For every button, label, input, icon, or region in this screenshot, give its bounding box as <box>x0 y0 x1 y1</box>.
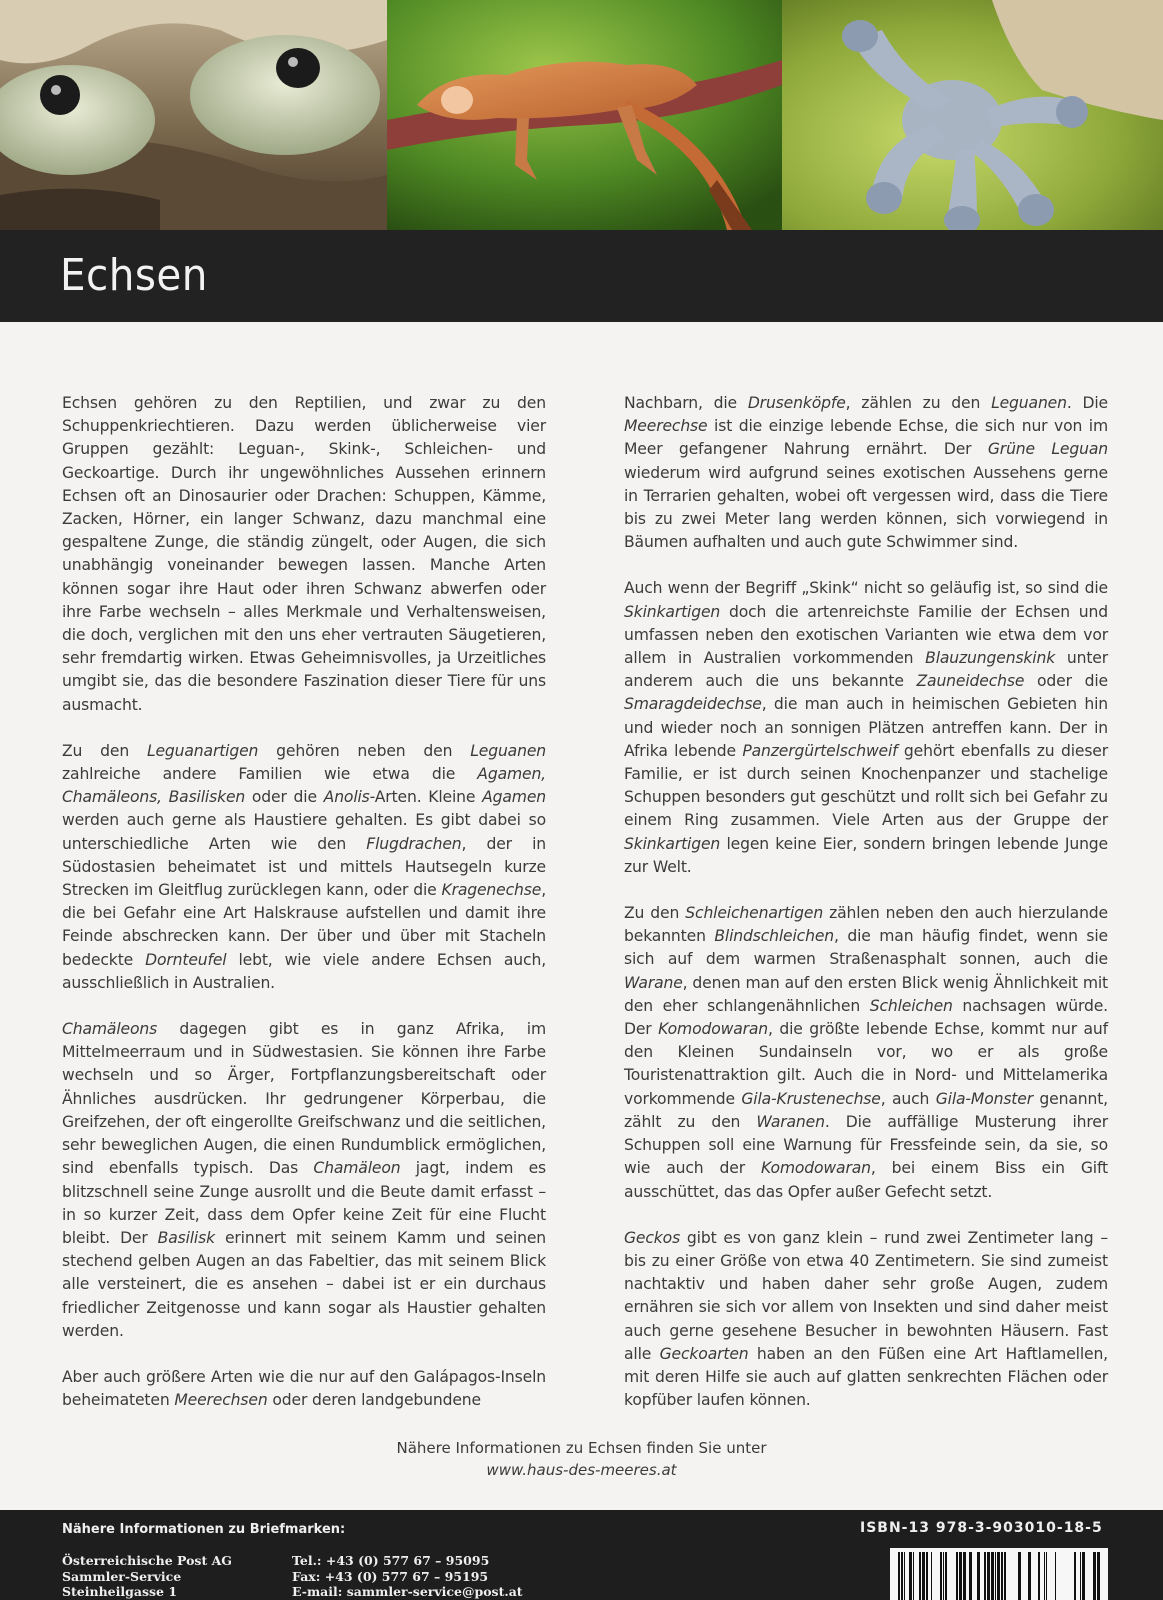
text-run: nachsagen würde. Der <box>624 996 1108 1039</box>
text-run: . Die <box>1066 394 1108 412</box>
italic-term: Agamen <box>482 788 547 807</box>
footer-heading: Nähere Informationen zu Briefmarken: <box>62 1522 346 1537</box>
barcode-bar <box>1080 1552 1081 1600</box>
text-run: jagt, indem es blitzschnell seine Zunge ausrollt und die Beute damit erfasst – in so kurzer Zeit, dass dem Opfer keine Zeit für eine Flucht bleibt. Der <box>62 1159 546 1247</box>
right-column <box>624 392 1108 1435</box>
text-run: zählen neben den auch hierzulande bekannten <box>624 904 1108 946</box>
text-run: , die größte lebende Echse, kommt nur auf den Kleinen Sundainseln vor, wo er als große Touristenattraktion gilt. Auch die in Nord- und Mittelamerika vorkommende <box>624 1020 1108 1108</box>
barcode-bar <box>940 1552 942 1600</box>
barcode-bar <box>1004 1552 1006 1600</box>
barcode-bar <box>1046 1552 1047 1600</box>
italic-term: Flugdrachen <box>366 834 462 853</box>
text-run: Zu den <box>62 741 147 760</box>
italic-term: Leguanartigen <box>146 741 259 760</box>
barcode-bar <box>956 1552 958 1600</box>
italic-term: Schleichenartigen <box>685 904 824 923</box>
text-run: doch die artenreichste Familie der Echsen und umfassen neben den exotischen Varianten wie etwa dem vor allem in Australien vorkommenden <box>624 602 1108 668</box>
barcode-bar <box>919 1552 921 1600</box>
italic-term: Panzergürtelschweif <box>742 741 898 760</box>
phone-line: Tel.: +43 (0) 577 67 – 95095 <box>292 1553 490 1568</box>
barcode-bar <box>1018 1552 1021 1600</box>
geckos-photo <box>0 0 387 230</box>
text-run: dagegen gibt es in ganz Afrika, im Mittelmeerraum und in Südwestasien. Sie können ihre Farbe wechseln und so Ärger, Fortpflanzungsbereitschaft oder Ähnliches ausdrücken. Ihr gedrungener Körperbau, die Greifzehen, der oft eingerollte Greifschwanz und die seitlichen, sehr beweglichen Augen, die einen Rundumblick ermöglichen, sind ebenfalls typisch. Das <box>62 1020 546 1178</box>
italic-term: Leguanen <box>991 394 1067 412</box>
text-run: haben an den Füßen eine Art Haftlamellen, mit deren Hilfe sie auch auf glatten senkrechten Flächen oder kopfüber laufen können. <box>624 1344 1108 1410</box>
paragraph <box>62 1366 546 1412</box>
barcode-bar <box>1028 1552 1031 1600</box>
barcode-bar <box>984 1552 986 1600</box>
barcode-bar <box>977 1552 980 1600</box>
page-title: Echsen <box>60 250 208 301</box>
text-run: erinnert mit seinem Kamm und seinen stechend gelben Augen an das Fabeltier, das mit seinem Blick alle versteinert, die es ansehen – dabei ist er ein durchaus friedlicher Zeitgenosse und kann sogar als Haustier gehalten werden. <box>62 1228 546 1340</box>
fax-line: Fax: +43 (0) 577 67 – 95195 <box>292 1568 489 1584</box>
footer <box>0 1510 1163 1600</box>
contact-info <box>292 1553 523 1600</box>
text-run: gehört ebenfalls zu dieser Familie, er ist durch seinen Knochenpanzer und stachelige Schuppen besonders gut geschützt und rollt sich bei Gefahr zu einem Ring zusammen. Viele Arten aus der Gruppe der <box>624 741 1108 830</box>
text-run: gehören neben den <box>258 741 471 760</box>
text-run: oder deren landgebundene <box>267 1391 481 1410</box>
barcode-bar <box>991 1552 994 1600</box>
more-info-text: Nähere Informationen zu Echsen finden Sie unter <box>396 1439 767 1457</box>
text-run: zahlreiche andere Familien wie etwa die <box>62 765 478 784</box>
barcode-bar <box>997 1552 1000 1600</box>
italic-term: Drusenköpfe <box>747 394 846 412</box>
barcode-bar <box>1038 1552 1040 1600</box>
italic-term: Meerechsen <box>174 1391 268 1410</box>
article-body <box>62 392 1108 1435</box>
barcode-bar <box>995 1552 996 1600</box>
address-line: Österreichische Post AG <box>62 1553 232 1568</box>
text-run: . Die auffällige Musterung ihrer Schuppen soll eine Warnung für Fressfeinde sein, da sie, so wie auch der <box>624 1112 1109 1178</box>
barcode-bar <box>943 1552 944 1600</box>
italic-term: Geckoarten <box>659 1344 749 1363</box>
barcode-bar <box>909 1552 912 1600</box>
paragraph <box>624 902 1108 1204</box>
isbn-number: ISBN-13 978-3-903010-18-5 <box>860 1520 1103 1536</box>
text-run: unter anderem auch die uns bekannte <box>624 649 1108 691</box>
barcode-bar <box>959 1552 962 1600</box>
left-column <box>62 392 546 1435</box>
barcode-bar <box>963 1552 966 1600</box>
italic-term: Smaragdeidechse <box>624 695 762 714</box>
italic-term: Anolis <box>323 788 370 807</box>
italic-term: Blauzungenskink <box>925 649 1056 668</box>
text-run: , auch <box>880 1089 936 1108</box>
barcode-bar <box>931 1552 932 1600</box>
barcode-bar <box>1055 1552 1056 1600</box>
text-run: , die bei Gefahr eine Art Halskrause aufstellen und damit ihre Feinde abschrecken kann. Der über und über mit Stacheln bedeckte <box>62 881 546 969</box>
barcode-bar <box>1093 1552 1096 1600</box>
paragraph <box>624 577 1108 879</box>
barcode-bar <box>913 1552 914 1600</box>
text-run: , denen man auf den ersten Blick wenig Ähnlichkeit mit den eher schlangenähnlichen <box>624 973 1108 1015</box>
more-info <box>0 1437 1163 1481</box>
barcode-bar <box>945 1552 947 1600</box>
text-run: -Arten. Kleine <box>369 788 483 807</box>
paragraph <box>624 392 1108 554</box>
text-run: Nachbarn, die <box>624 394 748 412</box>
italic-term: Gila-Krustenechse <box>741 1089 881 1108</box>
email-line: E-mail: sammler-service@post.at <box>292 1584 523 1599</box>
title-band <box>0 230 1163 322</box>
italic-term: Chamäleon <box>313 1159 401 1178</box>
text-run: ist die einzige lebende Echse, die sich nur von im Meer gefangener Nahrung ernährt. Der <box>624 417 1108 459</box>
text-run: Zu den <box>624 904 686 923</box>
paragraph <box>62 740 546 995</box>
italic-term: Schleichen <box>869 996 953 1015</box>
italic-term: Warane <box>624 973 683 992</box>
text-run: oder die <box>1024 672 1108 691</box>
barcode-bar <box>1097 1552 1100 1600</box>
italic-term: Zauneidechse <box>916 672 1025 691</box>
italic-term: Geckos <box>624 1228 681 1247</box>
paragraph <box>62 392 546 717</box>
italic-term: Skinkartigen <box>624 834 721 853</box>
barcode-bar <box>987 1552 990 1600</box>
italic-term: Basilisk <box>157 1228 215 1247</box>
iguana-photo <box>387 0 782 230</box>
address-line: Steinheilgasse 1 <box>62 1584 178 1599</box>
italic-term: Waranen <box>756 1112 825 1131</box>
text-run: Aber auch größere Arten wie die nur auf den Galápagos-Inseln beheimateten <box>62 1367 546 1410</box>
italic-term: Dornteufel <box>145 950 227 969</box>
text-run: , die man auch in heimischen Gebieten hin und wieder noch an sonnigen Plätzen antreffen kann. Der in Afrika lebende <box>624 695 1108 760</box>
text-run: gibt es von ganz klein – rund zwei Zentimeter lang – bis zu einer Größe von etwa 40 Zentimetern. Sie sind zumeist nachtaktiv und haben daher sehr große Augen, zudem ernähren sie sich vor allem von Insekten und sind daher meist auch gerne gesehene Besucher in bewohnten Häusern. Fast alle <box>624 1228 1108 1363</box>
barcode-bar <box>926 1552 928 1600</box>
italic-term: Komodowaran <box>658 1020 769 1039</box>
text-run: Auch wenn der Begriff „Skink“ nicht so geläufig ist, so sind die <box>624 579 1108 598</box>
barcode-bar <box>969 1552 972 1600</box>
text-run: legen keine Eier, sondern bringen lebende Junge zur Welt. <box>624 834 1108 876</box>
italic-term: Chamäleons <box>62 1020 158 1039</box>
italic-term: Grüne Leguan <box>987 440 1108 459</box>
barcode-bar <box>1001 1552 1003 1600</box>
text-run: , der in Südostasien beheimatet ist und mittels Hautsegeln kurze Strecken im Gleitflug zurücklegen kann, oder die <box>62 834 546 900</box>
italic-term: Komodowaran <box>760 1159 871 1178</box>
barcode-bar <box>1044 1552 1045 1600</box>
text-run: oder die <box>245 788 324 807</box>
barcode-bar <box>1074 1552 1076 1600</box>
website-link[interactable]: www.haus-des-meeres.at <box>486 1461 677 1479</box>
paragraph <box>624 1227 1108 1413</box>
postal-address <box>62 1553 232 1600</box>
barcode-bar <box>901 1552 903 1600</box>
text-run: lebt, wie viele andere Echsen auch, ausschließlich in Australien. <box>62 950 547 992</box>
barcode-bar <box>904 1552 905 1600</box>
barcode-bar <box>898 1552 900 1600</box>
address-line: Sammler-Service <box>62 1568 182 1584</box>
italic-term: Kragenechse <box>441 881 542 900</box>
text-run: werden auch gerne als Haustiere gehalten. Es gibt dabei so unterschiedliche Arten wie den <box>62 811 546 853</box>
photo-strip <box>0 0 1163 230</box>
text-run: , bei einem Biss ein Gift ausschüttet, das das Opfer außer Gefecht setzt. <box>624 1159 1108 1201</box>
gecko-foot-photo <box>782 0 1163 230</box>
italic-term: Meerechse <box>624 417 708 436</box>
italic-term: Agamen, Chamäleons, Basilisken <box>62 765 546 807</box>
italic-term: Skinkartigen <box>624 602 721 621</box>
italic-term: Blindschleichen <box>714 927 835 946</box>
text-run: Echsen gehören zu den Reptilien, und zwar zu den Schuppenkriechtieren. Dazu werden üblicherweise vier Gruppen gezählt: Leguan-, Skink-, Schleichen- und Geckoartige. Durch ihr ungewöhnliches Aussehen erinnern Echsen oft an Dinosaurier oder Drachen: Schuppen, Kämme, Zacken, Hörner, ein langer Schwanz, dazu manchmal eine gespaltene Zunge, die ständig züngelt, oder Augen, die sich unabhängig voneinander bewegen lassen. Manche Arten können sogar ihre Haut oder ihren Schwanz abwerfen oder ihre Farbe wechseln – alles Merkmale und Verhaltensweisen, die doch, verglichen mit den uns eher vertrauten Säugetieren, sehr fremdartig wirken. Etwas Geheimnisvolles, ja Urzeitliches umgibt sie, das die besondere Faszination dieser Tiere für uns ausmacht. <box>62 394 546 714</box>
italic-term: Leguanen <box>470 741 546 760</box>
text-run: genannt, zählt zu den <box>624 1089 1108 1131</box>
text-run: , die man häufig findet, wenn sie sich auf dem warmen Straßenasphalt sonnen, auch die <box>624 927 1108 969</box>
barcode-bar <box>922 1552 925 1600</box>
barcode-bar <box>1082 1552 1085 1600</box>
text-run: , zählen zu den <box>845 394 992 412</box>
italic-term: Gila-Monster <box>935 1089 1033 1108</box>
barcode <box>890 1548 1108 1600</box>
paragraph <box>62 1018 546 1343</box>
text-run: wiederum wird aufgrund seines exotischen Aussehens gerne in Terrarien gehalten, wobei oft vergessen wird, dass die Tiere bis zu zwei Meter lang werden können, sich vorwiegend in Bäumen aufhalten und auch gute Schwimmer sind. <box>624 463 1108 552</box>
